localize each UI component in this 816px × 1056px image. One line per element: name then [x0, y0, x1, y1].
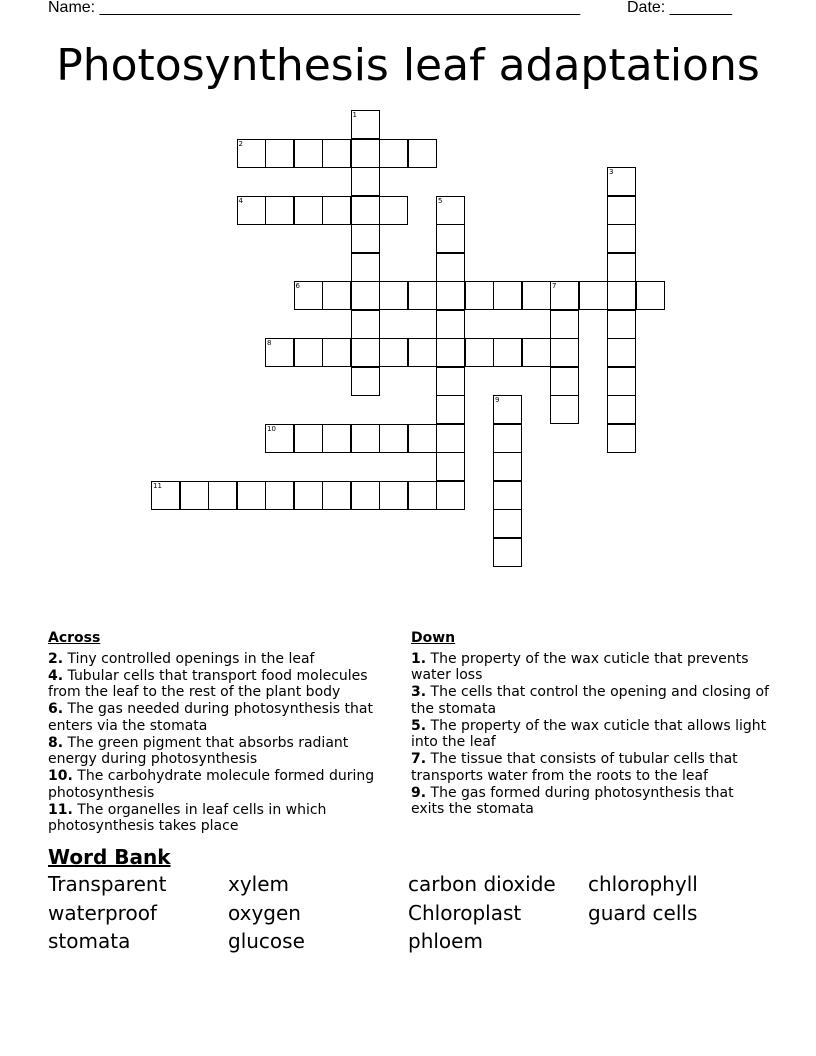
clue-text: Tubular cells that transport food molecules from the leaf to the rest of the plant body: [48, 667, 368, 700]
grid-cell[interactable]: [237, 481, 266, 510]
grid-cell[interactable]: [493, 509, 522, 538]
grid-cell[interactable]: [408, 481, 437, 510]
clue-number: 5.: [411, 717, 427, 734]
cell-number: 10: [267, 424, 276, 433]
clue-text: The tissue that consists of tubular cells that transports water from the roots to the leaf: [411, 751, 738, 784]
grid-cell[interactable]: [436, 452, 465, 481]
grid-cell[interactable]: [237, 139, 266, 168]
clue-number: 9.: [411, 784, 427, 801]
grid-cell[interactable]: [322, 281, 351, 310]
grid-cell[interactable]: [351, 310, 380, 339]
grid-cell[interactable]: [379, 338, 408, 367]
across-clues: [48, 630, 400, 835]
grid-cell[interactable]: [351, 196, 380, 225]
grid-cell[interactable]: [436, 253, 465, 282]
clue-text: The gas formed during photosynthesis that exits the stomata: [411, 784, 734, 817]
word-bank-item: carbon dioxide: [408, 872, 556, 896]
date-field[interactable]: Date: _______: [627, 0, 732, 16]
across-heading: Across: [48, 630, 101, 646]
grid-cell[interactable]: [294, 139, 323, 168]
grid-cell[interactable]: [607, 196, 636, 225]
clue-text: The property of the wax cuticle that prevents water loss: [411, 650, 749, 683]
grid-cell[interactable]: [493, 538, 522, 567]
name-field[interactable]: Name: ______________________________________________________: [48, 0, 581, 16]
grid-cell[interactable]: [493, 338, 522, 367]
grid-cell[interactable]: [550, 310, 579, 339]
grid-cell[interactable]: [522, 338, 551, 367]
grid-cell[interactable]: [607, 253, 636, 282]
grid-cell[interactable]: [294, 424, 323, 453]
grid-cell[interactable]: [636, 281, 665, 310]
clue-number: 6.: [48, 701, 64, 717]
clue-down-9: [411, 785, 771, 818]
clue-number: 10.: [48, 768, 73, 784]
grid-cell[interactable]: [351, 338, 380, 367]
clue-text: The property of the wax cuticle that allows light into the leaf: [411, 717, 767, 750]
clue-number: 2.: [48, 650, 64, 667]
grid-cell[interactable]: [322, 424, 351, 453]
clue-text: The gas needed during photosynthesis that enters via the stomata: [48, 701, 373, 734]
grid-cell[interactable]: [208, 481, 237, 510]
grid-cell[interactable]: [436, 367, 465, 396]
grid-cell[interactable]: [436, 196, 465, 225]
word-bank-item: stomata: [48, 929, 131, 953]
word-bank-item: waterproof: [48, 900, 157, 925]
grid-cell[interactable]: [607, 424, 636, 453]
grid-cell[interactable]: [379, 481, 408, 510]
grid-cell[interactable]: [351, 281, 380, 310]
grid-cell[interactable]: [493, 395, 522, 424]
grid-cell[interactable]: [550, 367, 579, 396]
clue-number: 8.: [48, 734, 64, 751]
clue-text: The organelles in leaf cells in which photosynthesis takes place: [48, 801, 327, 834]
grid-cell[interactable]: [436, 424, 465, 453]
grid-cell[interactable]: [294, 338, 323, 367]
grid-cell[interactable]: [465, 281, 494, 310]
grid-cell[interactable]: [265, 338, 294, 367]
word-bank-item: glucose: [228, 929, 305, 953]
grid-cell[interactable]: [408, 424, 437, 453]
clue-number: 4.: [48, 667, 64, 684]
grid-cell[interactable]: [408, 281, 437, 310]
grid-cell[interactable]: [436, 310, 465, 339]
clue-across-10: [48, 768, 400, 801]
clue-across-11: [48, 802, 400, 835]
cell-number: 5: [438, 196, 443, 205]
grid-cell[interactable]: [607, 338, 636, 367]
grid-cell[interactable]: [351, 139, 380, 168]
grid-cell[interactable]: [607, 167, 636, 196]
grid-cell[interactable]: [265, 481, 294, 510]
cell-number: 11: [153, 481, 162, 490]
grid-cell[interactable]: [322, 338, 351, 367]
grid-cell[interactable]: [550, 338, 579, 367]
clue-text: Tiny controlled openings in the leaf: [63, 650, 315, 667]
grid-cell[interactable]: [351, 424, 380, 453]
grid-cell[interactable]: [607, 367, 636, 396]
grid-cell[interactable]: [322, 481, 351, 510]
word-bank-item: xylem: [228, 872, 290, 896]
grid-cell[interactable]: [322, 139, 351, 168]
grid-cell[interactable]: [265, 196, 294, 225]
clue-text: The cells that control the opening and closing of the stomata: [411, 684, 769, 717]
word-bank-item: oxygen: [228, 900, 301, 925]
grid-cell[interactable]: [493, 452, 522, 481]
clue-across-4: [48, 668, 400, 701]
cell-number: 9: [495, 396, 500, 404]
grid-cell[interactable]: [607, 281, 636, 310]
cell-number: 7: [552, 282, 557, 290]
cell-number: 2: [238, 139, 243, 148]
down-heading: Down: [411, 630, 456, 646]
grid-cell[interactable]: [436, 395, 465, 424]
clue-number: 3.: [411, 684, 427, 700]
grid-cell[interactable]: [550, 395, 579, 424]
down-clues: [411, 630, 771, 818]
clue-down-5: [411, 718, 771, 751]
grid-cell[interactable]: [493, 424, 522, 453]
grid-cell[interactable]: [180, 481, 209, 510]
grid-cell[interactable]: [351, 167, 380, 196]
word-bank-item: phloem: [408, 929, 483, 953]
grid-cell[interactable]: [379, 196, 408, 225]
grid-cell[interactable]: [493, 281, 522, 310]
grid-cell[interactable]: [550, 281, 579, 310]
word-bank-item: chlorophyll: [588, 872, 698, 896]
grid-cell[interactable]: [436, 224, 465, 253]
cell-number: 1: [352, 111, 357, 119]
clue-across-2: [48, 651, 400, 668]
grid-cell[interactable]: [294, 196, 323, 225]
clue-text: The green pigment that absorbs radiant energy during photosynthesis: [48, 734, 349, 767]
grid-cell[interactable]: [579, 281, 608, 310]
grid-cell[interactable]: [607, 224, 636, 253]
word-bank-item: Transparent: [48, 872, 167, 896]
grid-cell[interactable]: [436, 481, 465, 510]
grid-cell[interactable]: [493, 481, 522, 510]
cell-number: 3: [609, 168, 614, 176]
grid-cell[interactable]: [607, 310, 636, 339]
word-bank-item: Chloroplast: [408, 900, 522, 925]
grid-cell[interactable]: [522, 281, 551, 310]
clue-down-7: [411, 751, 771, 784]
page-title: Photosynthesis leaf adaptations: [56, 40, 760, 91]
grid-cell[interactable]: [151, 481, 180, 510]
grid-cell[interactable]: [237, 196, 266, 225]
grid-cell[interactable]: [379, 424, 408, 453]
grid-cell[interactable]: [294, 281, 323, 310]
clue-text: The carbohydrate molecule formed during photosynthesis: [48, 768, 375, 801]
grid-cell[interactable]: [436, 338, 465, 367]
grid-cell[interactable]: [465, 338, 494, 367]
grid-cell[interactable]: [351, 367, 380, 396]
grid-cell[interactable]: [351, 110, 380, 139]
grid-cell[interactable]: [351, 481, 380, 510]
grid-cell[interactable]: [294, 481, 323, 510]
clue-across-8: [48, 735, 400, 768]
word-bank: [48, 872, 768, 958]
grid-cell[interactable]: [351, 224, 380, 253]
grid-cell[interactable]: [351, 253, 380, 282]
grid-cell[interactable]: [607, 395, 636, 424]
grid-cell[interactable]: [265, 139, 294, 168]
word-bank-title: Word Bank: [48, 845, 171, 869]
grid-cell[interactable]: [436, 281, 465, 310]
cell-number: 4: [238, 196, 243, 205]
grid-cell[interactable]: [322, 196, 351, 225]
clue-number: 7.: [411, 751, 427, 767]
clue-number: 11.: [48, 801, 73, 818]
grid-cell[interactable]: [379, 139, 408, 168]
cell-number: 8: [267, 339, 272, 347]
clue-down-1: [411, 651, 771, 684]
clue-down-3: [411, 684, 771, 717]
clue-number: 1.: [411, 650, 427, 667]
grid-cell[interactable]: [379, 281, 408, 310]
grid-cell[interactable]: [408, 338, 437, 367]
word-bank-item: guard cells: [588, 900, 698, 925]
grid-cell[interactable]: [408, 139, 437, 168]
grid-cell[interactable]: [265, 424, 294, 453]
clue-across-6: [48, 701, 400, 734]
cell-number: 6: [295, 282, 300, 290]
